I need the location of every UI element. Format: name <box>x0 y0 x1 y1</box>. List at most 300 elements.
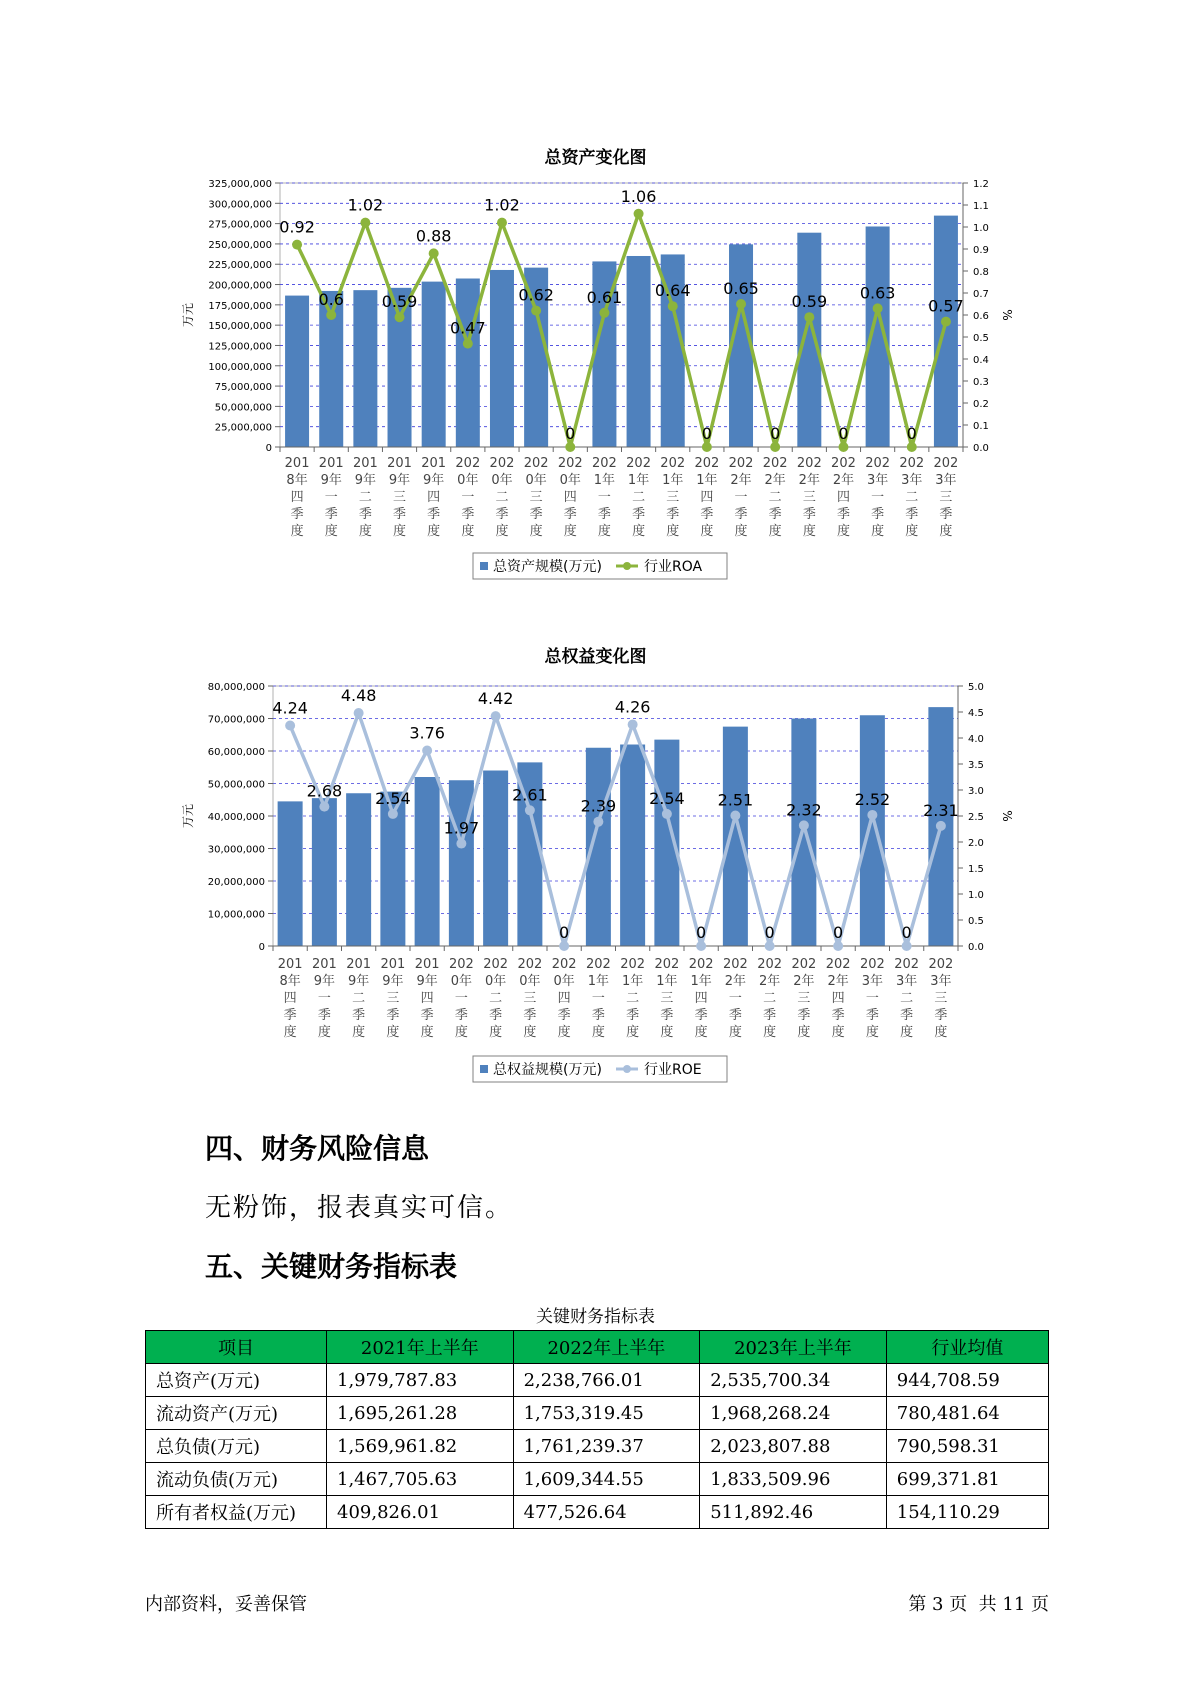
category-label-part: 度 <box>763 1025 777 1040</box>
category-label-part: 季 <box>283 1008 297 1023</box>
category-label-part: 季 <box>700 507 714 522</box>
category-label-part: 度 <box>802 524 816 539</box>
kpi-table <box>145 1330 1049 1529</box>
category-label-part: 二 <box>900 991 914 1006</box>
category-label-part: 度 <box>597 524 611 539</box>
category-label <box>928 957 953 1040</box>
category-label-part: 一 <box>871 490 885 505</box>
header-industry-avg: 行业均值 <box>886 1331 1048 1364</box>
plot-area <box>280 183 963 447</box>
y2-tick-label: 0.7 <box>973 289 989 300</box>
y2-tick-label: 1.0 <box>968 890 984 901</box>
line-point <box>867 810 877 820</box>
data-label: 1.06 <box>620 186 657 206</box>
category-label-part: 三 <box>660 991 674 1006</box>
line-point <box>593 817 603 827</box>
cell-value: 477,526.64 <box>513 1496 700 1529</box>
category-label-part: 202 <box>899 456 925 471</box>
y-tick-label: 225,000,000 <box>208 260 272 272</box>
category-label-part: 202 <box>825 957 851 972</box>
bar <box>312 798 337 946</box>
y-tick-label: 125,000,000 <box>208 341 272 353</box>
category-label-part: 度 <box>660 1025 674 1040</box>
category-label-part: 度 <box>694 1025 708 1040</box>
category-label-part: 度 <box>324 524 338 539</box>
legend-label: 总权益规模(万元) <box>493 1062 602 1078</box>
category-label-part: 202 <box>517 957 543 972</box>
cell-value: 1,833,509.96 <box>700 1463 887 1496</box>
data-label: 0.65 <box>723 279 759 298</box>
total-equity-chart <box>0 665 1191 1095</box>
bar <box>388 288 412 447</box>
y-tick-label: 150,000,000 <box>208 321 272 333</box>
category-label-part: 9年 <box>320 473 342 488</box>
category-label <box>899 456 924 539</box>
category-label <box>791 957 816 1040</box>
cell-value: 154,110.29 <box>886 1496 1048 1529</box>
data-label: 0 <box>559 923 570 942</box>
line-point <box>662 809 672 819</box>
data-label: 3.76 <box>409 723 445 743</box>
y-tick-label: 100,000,000 <box>208 361 272 373</box>
category-label <box>729 456 754 539</box>
bar <box>797 233 821 447</box>
category-label-part: 三 <box>523 991 537 1006</box>
category-label <box>620 957 645 1040</box>
category-label-part: 3年 <box>895 974 918 989</box>
category-label-part: 0年 <box>450 974 473 989</box>
y2-tick-label: 1.0 <box>973 223 989 234</box>
y-tick-label: 300,000,000 <box>208 199 272 211</box>
y-tick-label: 50,000,000 <box>207 779 265 791</box>
category-label-part: 季 <box>523 1008 537 1023</box>
y2-tick-label: 4.5 <box>968 708 984 719</box>
category-label-part: 季 <box>290 507 304 522</box>
category-label-part: 季 <box>694 1008 708 1023</box>
y2-tick-label: 0.5 <box>973 333 989 344</box>
chart-title: 总权益变化图 <box>544 647 647 667</box>
chart-title: 总资产变化图 <box>544 148 647 168</box>
cell-value: 1,609,344.55 <box>513 1463 700 1496</box>
cell-value: 1,753,319.45 <box>513 1397 700 1430</box>
footer-left: 内部资料，妥善保管 <box>145 1594 307 1615</box>
header-2022: 2022年上半年 <box>513 1331 700 1364</box>
category-label-part: 202 <box>551 957 577 972</box>
category-label-part: 季 <box>597 507 611 522</box>
category-label-part: 202 <box>489 456 515 471</box>
line-point <box>730 810 740 820</box>
category-label-part: 202 <box>728 456 754 471</box>
category-label-part: 季 <box>831 1008 845 1023</box>
category-label-part: 201 <box>380 957 406 972</box>
category-label-part: 0年 <box>525 473 547 488</box>
data-label: 0 <box>838 424 849 443</box>
y-tick-label: 0 <box>265 443 272 454</box>
category-label-part: 度 <box>632 524 646 539</box>
category-label <box>415 957 440 1040</box>
table-header-row <box>146 1331 1049 1364</box>
category-label-part: 季 <box>591 1008 605 1023</box>
category-label <box>483 957 508 1040</box>
category-label-part: 度 <box>523 1025 537 1040</box>
line-point <box>628 719 638 729</box>
category-label-part: 季 <box>797 1008 811 1023</box>
data-label: 0 <box>770 424 781 443</box>
category-label-part: 9年 <box>416 974 438 989</box>
line-point <box>902 941 912 951</box>
y-tick-label: 75,000,000 <box>214 382 272 394</box>
line-point <box>799 820 809 830</box>
data-label: 0 <box>833 923 844 942</box>
line-point <box>319 802 329 812</box>
category-label-part: 季 <box>802 507 816 522</box>
y2-axis-title: % <box>1000 309 1014 321</box>
category-label-part: 季 <box>666 507 680 522</box>
category-label-part: 202 <box>831 456 856 471</box>
category-label-part: 3年 <box>861 974 884 989</box>
line-point <box>497 218 507 228</box>
data-label: 2.32 <box>786 800 822 820</box>
category-label-part: 度 <box>352 1025 366 1040</box>
y-tick-label: 40,000,000 <box>207 812 265 823</box>
category-label-part: 一 <box>324 490 338 505</box>
data-label: 0.63 <box>859 283 896 303</box>
category-label-part: 1年 <box>593 473 616 488</box>
category-label-part: 季 <box>660 1008 674 1023</box>
bar <box>422 282 446 447</box>
data-label: 0 <box>901 923 912 942</box>
y2-tick-label: 0.9 <box>973 245 989 256</box>
category-label-part: 季 <box>529 507 543 522</box>
category-label-part: 季 <box>461 507 475 522</box>
line-point <box>395 312 405 322</box>
footer-page-number: 第 3 页 共 11 页 <box>908 1594 1049 1615</box>
category-label-part: 三 <box>797 991 811 1006</box>
category-label <box>934 456 959 539</box>
y-tick-label: 275,000,000 <box>208 219 272 231</box>
line-point <box>422 745 432 755</box>
category-label-part: 0年 <box>559 473 581 488</box>
line-point <box>838 442 848 452</box>
category-label-part: 202 <box>448 957 474 972</box>
category-label <box>552 957 577 1040</box>
category-label-part: 二 <box>905 490 919 505</box>
y2-tick-label: 0.2 <box>973 399 989 410</box>
category-label-part: 四 <box>836 490 850 505</box>
category-label-part: 度 <box>728 1025 742 1040</box>
y2-tick-label: 1.2 <box>973 179 989 190</box>
category-label <box>586 957 611 1040</box>
category-label-part: 度 <box>290 524 304 539</box>
bar <box>627 256 651 447</box>
category-label-part: 3年 <box>866 473 889 488</box>
y2-tick-label: 0.4 <box>973 355 989 366</box>
y2-tick-label: 3.0 <box>968 786 984 797</box>
category-label-part: 二 <box>626 991 640 1006</box>
category-label-part: 二 <box>632 490 646 505</box>
legend-line-marker <box>623 562 631 570</box>
category-label-part: 202 <box>796 456 822 471</box>
table-row <box>146 1364 1049 1397</box>
category-label <box>865 456 890 539</box>
category-label-part: 一 <box>597 490 611 505</box>
category-label-part: 201 <box>414 957 440 972</box>
bar <box>415 777 440 946</box>
category-label-part: 度 <box>934 1025 948 1040</box>
y2-tick-label: 3.5 <box>968 760 984 771</box>
category-label-part: 季 <box>358 507 372 522</box>
category-label-part: 0年 <box>553 974 575 989</box>
y2-tick-label: 2.0 <box>968 838 984 849</box>
category-label-part: 度 <box>283 1025 297 1040</box>
data-label: 2.54 <box>375 788 411 808</box>
category-label-part: 季 <box>557 1008 571 1023</box>
category-label-part: 季 <box>900 1008 914 1023</box>
category-label-part: 9年 <box>354 473 377 488</box>
line-point <box>696 941 706 951</box>
category-label-part: 度 <box>563 524 577 539</box>
total-assets-chart <box>0 165 1191 595</box>
y2-tick-label: 0.0 <box>973 443 989 454</box>
y-tick-label: 20,000,000 <box>207 877 265 888</box>
y-tick-label: 50,000,000 <box>214 402 272 414</box>
y-tick-label: 70,000,000 <box>207 714 265 726</box>
category-label-part: 202 <box>585 957 611 972</box>
category-label-part: 度 <box>454 1025 468 1040</box>
category-label <box>517 957 542 1040</box>
category-label-part: 9年 <box>423 473 445 488</box>
category-label-part: 0年 <box>491 473 513 488</box>
category-label-part: 度 <box>836 524 850 539</box>
category-label-part: 2年 <box>724 974 747 989</box>
category-label-part: 季 <box>563 507 577 522</box>
data-label: 2.39 <box>580 796 617 816</box>
category-label-part: 度 <box>386 1025 400 1040</box>
category-label <box>831 456 856 539</box>
category-label-part: 度 <box>557 1025 571 1040</box>
line-point <box>326 310 336 320</box>
category-label-part: 202 <box>928 957 954 972</box>
category-label-part: 202 <box>523 456 549 471</box>
category-label-part: 202 <box>865 456 891 471</box>
category-label-part: 1年 <box>696 473 718 488</box>
line-point <box>531 306 541 316</box>
category-label-part: 一 <box>591 991 605 1006</box>
y-tick-label: 200,000,000 <box>208 280 272 292</box>
y2-tick-label: 1.5 <box>968 864 984 875</box>
category-label-part: 一 <box>734 490 748 505</box>
category-label <box>319 456 344 539</box>
line-point <box>456 839 466 849</box>
category-label-part: 季 <box>495 507 509 522</box>
y-tick-label: 325,000,000 <box>208 179 272 190</box>
category-label-part: 202 <box>933 456 959 471</box>
row-label: 流动负债(万元) <box>146 1463 327 1496</box>
line-point <box>770 442 780 452</box>
bar <box>586 748 611 946</box>
data-label: 0 <box>906 424 917 443</box>
category-label <box>592 456 617 539</box>
category-label-part: 四 <box>420 991 434 1006</box>
data-label: 4.42 <box>477 689 514 709</box>
category-label-part: 度 <box>666 524 680 539</box>
category-label-part: 季 <box>386 1008 400 1023</box>
category-label-part: 0年 <box>457 473 479 488</box>
cell-value: 1,761,239.37 <box>513 1430 700 1463</box>
cell-value: 1,979,787.83 <box>327 1364 514 1397</box>
data-label: 2.61 <box>512 785 548 805</box>
data-label: 0 <box>701 424 712 443</box>
legend-bar-swatch <box>480 1065 488 1073</box>
category-label-part: 0年 <box>519 974 541 989</box>
line-point <box>388 809 398 819</box>
data-label: 1.97 <box>443 818 480 838</box>
category-label-part: 季 <box>626 1008 640 1023</box>
line-point <box>565 442 575 452</box>
category-label-part: 9年 <box>388 473 411 488</box>
row-label: 流动资产(万元) <box>146 1397 327 1430</box>
category-label <box>694 456 719 539</box>
category-label <box>894 957 919 1040</box>
bar <box>490 270 514 447</box>
line-point <box>491 711 501 721</box>
category-label <box>757 957 782 1040</box>
y2-axis-title: % <box>1000 810 1014 822</box>
category-label-part: 度 <box>871 524 885 539</box>
data-label: 2.54 <box>649 788 685 808</box>
category-label-part: 2年 <box>793 974 815 989</box>
category-label <box>626 456 651 539</box>
y2-tick-label: 0.0 <box>968 942 984 953</box>
category-label-part: 2年 <box>758 974 781 989</box>
line-point <box>285 721 295 731</box>
category-label-part: 1年 <box>621 974 644 989</box>
category-label-part: 2年 <box>827 974 849 989</box>
category-label-part: 季 <box>632 507 646 522</box>
header-2021: 2021年上半年 <box>327 1331 514 1364</box>
category-label-part: 201 <box>311 957 337 972</box>
category-label-part: 季 <box>871 507 885 522</box>
data-label: 0.57 <box>928 296 964 316</box>
category-label-part: 二 <box>495 490 509 505</box>
data-label: 0.88 <box>415 226 452 246</box>
category-label <box>421 456 446 539</box>
cell-value: 2,535,700.34 <box>700 1364 887 1397</box>
legend-bar-swatch <box>480 562 488 570</box>
legend-label: 行业ROE <box>644 1062 702 1078</box>
y2-tick-label: 1.1 <box>973 201 989 212</box>
category-label-part: 202 <box>592 456 617 471</box>
data-label: 4.26 <box>614 697 651 717</box>
category-label-part: 202 <box>762 456 788 471</box>
risk-heading: 四、财务风险信息 <box>205 1132 430 1165</box>
cell-value: 780,481.64 <box>886 1397 1048 1430</box>
y-tick-label: 25,000,000 <box>214 422 272 434</box>
category-label-part: 季 <box>489 1008 503 1023</box>
category-label-part: 3年 <box>930 974 952 989</box>
y2-tick-label: 0.6 <box>973 311 989 322</box>
category-label-part: 季 <box>734 507 748 522</box>
category-label-part: 季 <box>317 1008 331 1023</box>
y2-tick-label: 0.5 <box>968 916 984 927</box>
category-label <box>558 456 583 539</box>
bar <box>934 216 958 447</box>
line-point <box>599 308 609 318</box>
line-point <box>634 209 644 219</box>
line-point <box>360 218 370 228</box>
category-label-part: 一 <box>865 991 879 1006</box>
category-label-part: 一 <box>461 490 475 505</box>
category-label-part: 季 <box>763 1008 777 1023</box>
category-label-part: 0年 <box>484 974 507 989</box>
category-label-part: 度 <box>900 1025 914 1040</box>
table-caption: 关键财务指标表 <box>536 1307 655 1327</box>
category-label <box>353 456 378 539</box>
category-label-part: 度 <box>905 524 919 539</box>
category-label-part: 2年 <box>832 473 855 488</box>
category-label-part: 202 <box>859 957 885 972</box>
y-tick-label: 30,000,000 <box>207 844 265 856</box>
cell-value: 409,826.01 <box>327 1496 514 1529</box>
category-label <box>449 957 474 1040</box>
data-label: 0.6 <box>318 290 344 309</box>
line-point <box>936 821 946 831</box>
category-label-part: 度 <box>797 1025 811 1040</box>
cell-value: 1,467,705.63 <box>327 1463 514 1496</box>
category-label-part: 四 <box>427 490 441 505</box>
header-item: 项目 <box>146 1331 327 1364</box>
category-label-part: 季 <box>352 1008 366 1023</box>
category-label <box>278 957 303 1040</box>
y2-tick-label: 0.3 <box>973 377 989 388</box>
category-label-part: 季 <box>420 1008 434 1023</box>
category-label-part: 1年 <box>587 974 610 989</box>
header-2023: 2023年上半年 <box>700 1331 887 1364</box>
category-label <box>312 957 337 1040</box>
y2-tick-label: 0.8 <box>973 267 989 278</box>
table-row <box>146 1496 1049 1529</box>
line-point <box>941 317 951 327</box>
category-label-part: 度 <box>626 1025 640 1040</box>
y-axis-title: 万元 <box>181 803 195 829</box>
line-point <box>559 941 569 951</box>
category-label-part: 季 <box>939 507 953 522</box>
category-label-part: 2年 <box>764 473 786 488</box>
legend-line-marker <box>623 1065 631 1073</box>
category-label-part: 二 <box>489 991 503 1006</box>
data-label: 0.59 <box>381 292 418 312</box>
y-tick-label: 0 <box>258 942 265 953</box>
category-label-part: 度 <box>939 524 953 539</box>
category-label-part: 度 <box>529 524 543 539</box>
category-label-part: 1年 <box>627 473 650 488</box>
y-tick-label: 10,000,000 <box>207 909 265 921</box>
category-label-part: 度 <box>734 524 748 539</box>
line-point <box>833 941 843 951</box>
category-label-part: 季 <box>768 507 782 522</box>
data-label: 0.62 <box>518 285 554 305</box>
category-label <box>285 456 310 539</box>
data-label: 0 <box>764 923 775 942</box>
category-label-part: 度 <box>831 1025 845 1040</box>
category-label-part: 度 <box>427 524 441 539</box>
y-tick-label: 175,000,000 <box>208 300 272 312</box>
category-label-part: 202 <box>626 456 651 471</box>
category-label <box>797 456 822 539</box>
cell-value: 511,892.46 <box>700 1496 887 1529</box>
data-label: 4.48 <box>340 686 377 706</box>
category-label-part: 三 <box>802 490 816 505</box>
